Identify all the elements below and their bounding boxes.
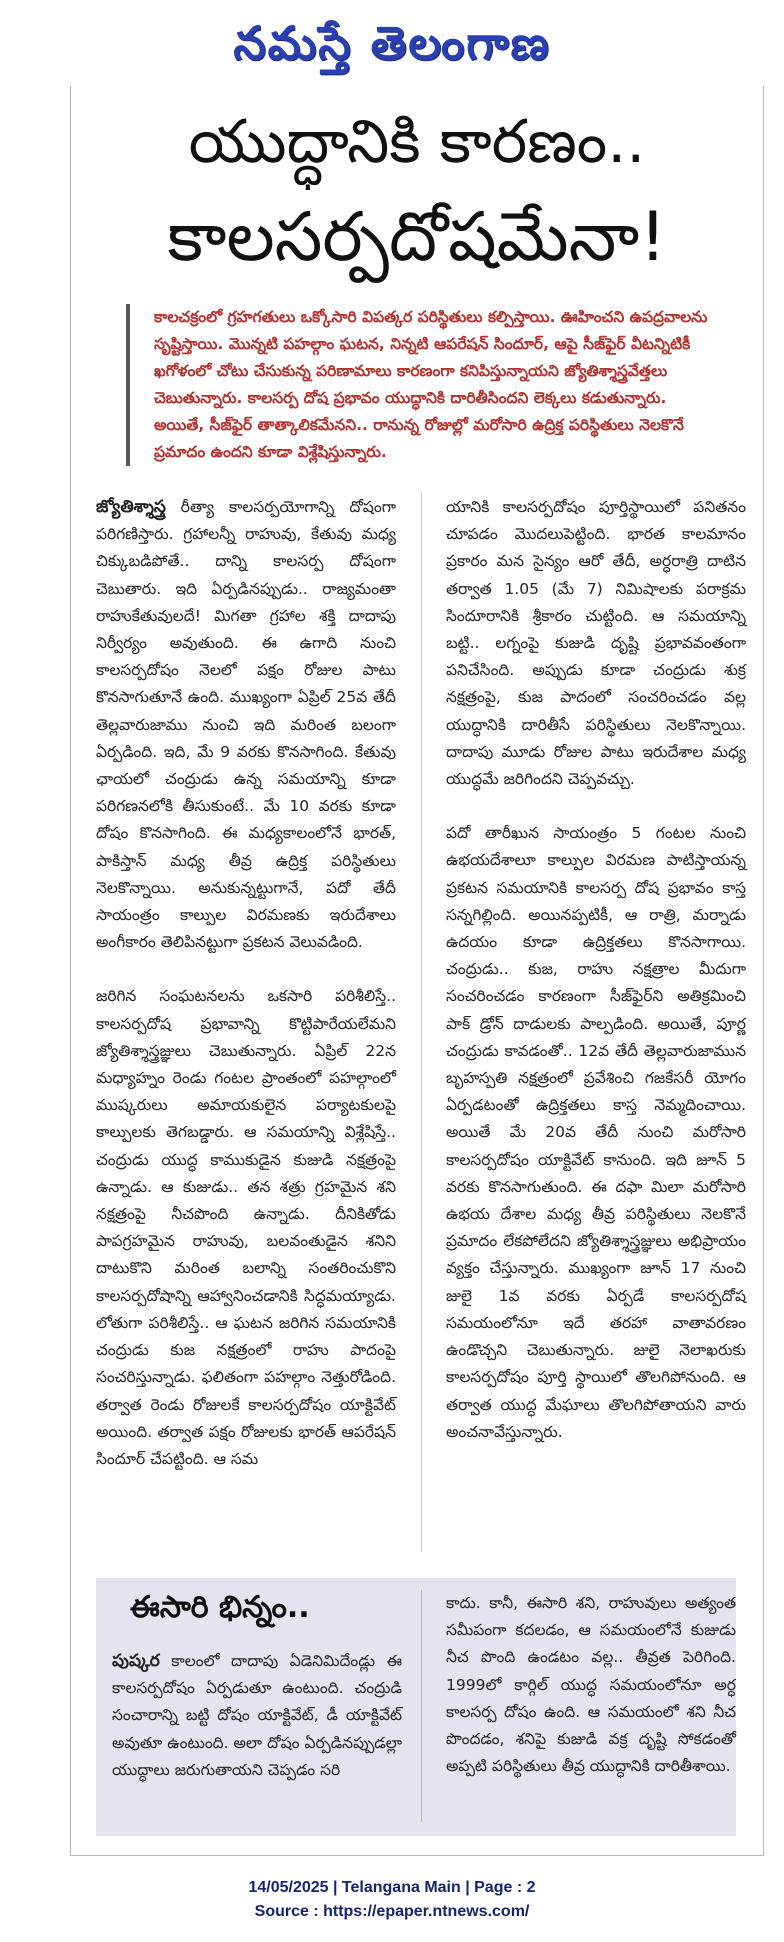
column-divider — [421, 492, 422, 1552]
newspaper-masthead: నమస్తే తెలంగాణ — [233, 16, 551, 70]
headline-line-2: కాలసర్పదోషమేనా! — [167, 198, 667, 277]
box-left-rest: కాలంలో దాదాపు ఏడెనిమిదేండ్లు ఈ కాలసర్పదోషం ఏర్పడుతూ ఉంటుంది. చంద్రుడి సంచారాన్ని బట్టి దోషం యాక్టివేట్, డీ యాక్టివేట్ అవుతూ ఉంటుంది. అలా దోషం ఏర్పడినప్పుడల్లా యుద్ధాలు జరుగుతాయని చెప్పడం సరి — [112, 1652, 402, 1779]
left-column — [96, 494, 396, 1500]
box-lead-word: పుష్కర — [112, 1651, 160, 1671]
box-left-text — [112, 1648, 402, 1784]
box-column-divider — [421, 1590, 422, 1822]
headline-line-1: యుద్ధానికి కారణం.. — [188, 107, 646, 177]
source-footer — [0, 1876, 784, 1924]
article-headline — [70, 96, 764, 288]
right-paragraph-2: పదో తారీఖున సాయంత్రం 5 గంటల నుంచి ఉభయదేశాలూ కాల్పుల విరమణ పాటిస్తాయన్న ప్రకటన సమయానికి కాలసర్ప దోష ప్రభావం కాస్త సన్నగిల్లింది. అయినప్పటికీ, ఆ రాత్రి, మర్నాడు ఉదయం కూడా ఉద్రిక్తతలు కొనసాగాయి. చంద్రుడు.. కుజ, రాహు నక్షత్రాల మీదుగా సంచరించడం కారణంగా సీజ్‌ఫైర్‌ని అతిక్రమించి పాక్ డ్రోన్ దాడులకు పాల్పడింది. అయితే, పూర్ణ చంద్రుడు కావడంతో.. 12వ తేదీ తెల్లవారుజామున బృహస్పతి నక్షత్రంలో ప్రవేశించి గజకేసరీ యోగం ఏర్పడటంతో ఉద్రిక్తతలు కాస్త నెమ్మదించాయి. అయితే మే 20వ తేదీ నుంచి మరోసారి కాలసర్పదోషం యాక్టివేట్ కానుంది. ఇది జూన్ 5 వరకు కొనసాగుతుంది. ఈ దఫా మిలా మరోసారి ఉభయ దేశాల మధ్య తీవ్ర పరిస్థితులు నెలకొనే ప్రమాదం లేకపోలేదని జ్యోతిశ్శాస్త్రజ్ఞులు అభిప్రాయం వ్యక్తం చేస్తున్నారు. ముఖ్యంగా జూన్ 17 నుంచి జులై 1వ వరకు ఏర్పడే కాలసర్పదోష సమయంలోనూ ఇదే తరహా వాతావరణం ఉండొచ్చని చెబుతున్నారు. జులై నెలాఖరుకు కాలసర్పదోషం పూర్తి స్థాయిలో తొలగిపోనుంది. ఆ తర్వాత యుద్ధ మేఘాలు తొలగిపోతాయని వారు అంచనావేస్తున్నారు. — [446, 824, 746, 1441]
lead-word: జ్యోతిశ్శాస్త్ర — [96, 497, 166, 517]
article-intro: కాలచక్రంలో గ్రహగతులు ఒక్కోసారి విపత్కర పరిస్థితులు కల్పిస్తాయి. ఊహించని ఉపద్రవాలను సృష్టిస్తాయి. మొన్నటి పహల్గాం ఘటన, నిన్నటి ఆపరేషన్ సిందూర్, ఆపై సీజ్‌ఫైర్ వీటన్నిటికీ ఖగోళంలో చోటు చేసుకున్న పరిణామాలు కారణంగా కనిపిస్తున్నాయని జ్యోతిశ్శాస్త్రవేత్తలు చెబుతున్నారు. కాలసర్ప దోష ప్రభావం యుద్ధానికి దారితీసిందని లెక్కలు కడుతున్నారు. అయితే, సీజ్‌ఫైర్ తాత్కాలికమేనని.. రానున్న రోజుల్లో మరోసారి ఉద్రిక్త పరిస్థితులు నెలకొనే ప్రమాదం ఉందని కూడా విశ్లేషిస్తున్నారు. — [126, 304, 716, 466]
right-paragraph-1: యానికి కాలసర్పదోషం పూర్తిస్థాయిలో పనితనం చూపడం మొదలుపెట్టింది. భారత కాలమానం ప్రకారం మన సైన్యం ఆరో తేదీ, అర్ధరాత్రి దాటిన తర్వాత 1.05 (మే 7) నిమిషాలకు పరాక్రమ సిందూరానికి శ్రీకారం చుట్టింది. ఆ సమయాన్ని బట్టి.. లగ్నంపై కుజుడి దృష్టి ప్రభావవంతంగా పనిచేసింది. అప్పుడు కూడా చంద్రుడు శుక్ర నక్షత్రంపై, కుజ పాదంలో సంచరించడం వల్ల యుద్ధానికి దారితీసే పరిస్థితులు నెలకొన్నాయి. దాదాపు మూడు రోజుల పాటు ఇరుదేశాల మధ్య యుద్ధమే జరిగిందని చెప్పవచ్చు. — [446, 498, 746, 789]
footer-source-link[interactable]: Source : https://epaper.ntnews.com/ — [254, 1903, 530, 1920]
left-paragraph-2: జరిగిన సంఘటనలను ఒకసారి పరిశీలిస్తే.. కాలసర్పదోష ప్రభావాన్ని కొట్టిపారేయలేమని జ్యోతిశ్శాస్త్రజ్ఞులు చెబుతున్నారు. ఏప్రిల్ 22న మధ్యాహ్నం రెండు గంటల ప్రాంతంలో పహల్గాంలో ముష్కరులు అమాయకులైన పర్యాటకులపై కాల్పులకు తెగబడ్డారు. ఆ సమయాన్ని విశ్లేషిస్తే.. చంద్రుడు యుద్ధ కాముకుడైన కుజుడి నక్షత్రంపై ఉన్నాడు. ఆ కుజుడు.. తన శత్రు గ్రహమైన శని నక్షత్రంపై నీచపొంది ఉన్నాడు. దీనికితోడు పాపగ్రహమైన రాహువు, బలవంతుడైన శనిని దాటుకొని మరింత బలాన్ని సంతరించుకొని కాలసర్పదోషాన్ని ఆహ్వానించడానికి సిద్ధమయ్యాడు. లోతుగా పరిశీలిస్తే.. ఆ ఘటన జరిగిన సమయానికి చంద్రుడు కుజ నక్షత్రంలో రాహు పాదంపై సంచరిస్తున్నాడు. ఫలితంగా పహల్గాం నెత్తురోడింది. తర్వాత రెండు రోజులకే కాలసర్పదోషం యాక్టివేట్ అయింది. తర్వాత పక్షం రోజులకు భారత్ ఆపరేషన్ సిందూర్ చేపట్టింది. ఆ సమ — [96, 987, 396, 1468]
sidebar-box-title: ఈసారి భిన్నం.. — [130, 1590, 310, 1625]
box-right-text: కాదు. కానీ, ఈసారి శని, రాహువులు అత్యంత సమీపంగా కదలడం, ఆ సమయంలోనే కుజుడు నీచ పొంది ఉండటం వల్ల.. తీవ్రత పెరిగింది. 1999లో కార్గిల్ యుద్ధ సమయంలోనూ అర్ధ కాలసర్ప దోషం ఉంది. ఆ సమయంలో శని నీచ పొందడం, శనిపై కుజుడి వక్ర దృష్టి సోకడంతో అప్పటి పరిస్థితులు తీవ్ర యుద్ధానికి దారితీశాయి. — [446, 1594, 736, 1776]
footer-date-edition: 14/05/2025 | Telangana Main | Page : 2 — [248, 1879, 536, 1896]
left-paragraph-1 — [96, 494, 396, 956]
right-column — [446, 494, 746, 1473]
left-paragraph-1-text: రీత్యా కాలసర్పయోగాన్ని దోషంగా పరిగణిస్తారు. గ్రహాలన్నీ రాహువు, కేతువు మధ్య చిక్కుబడిపోతే.. దాన్ని కాలసర్ప దోషంగా చెబుతారు. ఇది ఏర్పడినప్పుడు.. రాజ్యమంతా రాహుకేతువులదే! మిగతా గ్రహాల శక్తి దాదాపు నిర్వీర్యం అవుతుంది. ఈ ఉగాది నుంచి కాలసర్పదోషం నెలలో పక్షం రోజుల పాటు కొనసాగుతూనే ఉంది. ముఖ్యంగా ఏప్రిల్ 25వ తేదీ తెల్లవారుజాము నుంచి ఇది మరింత బలంగా ఏర్పడింది. ఇది, మే 9 వరకు కొనసాగింది. కేతువు ఛాయలో చంద్రుడు ఉన్న సమయాన్ని కూడా పరిగణనలోకి తీసుకుంటే.. మే 10 వరకు కూడా దోషం కొనసాగింది. ఈ మధ్యకాలంలోనే భారత్, పాకిస్తాన్ మధ్య తీవ్ర ఉద్రిక్త పరిస్థితులు నెలకొన్నాయి. అనుకున్నట్టుగానే, పదో తేదీ సాయంత్రం కాల్పుల విరమణకు ఇరుదేశాలు అంగీకారం తెలిపినట్టుగా ప్రకటన వెలువడింది. — [96, 498, 396, 952]
